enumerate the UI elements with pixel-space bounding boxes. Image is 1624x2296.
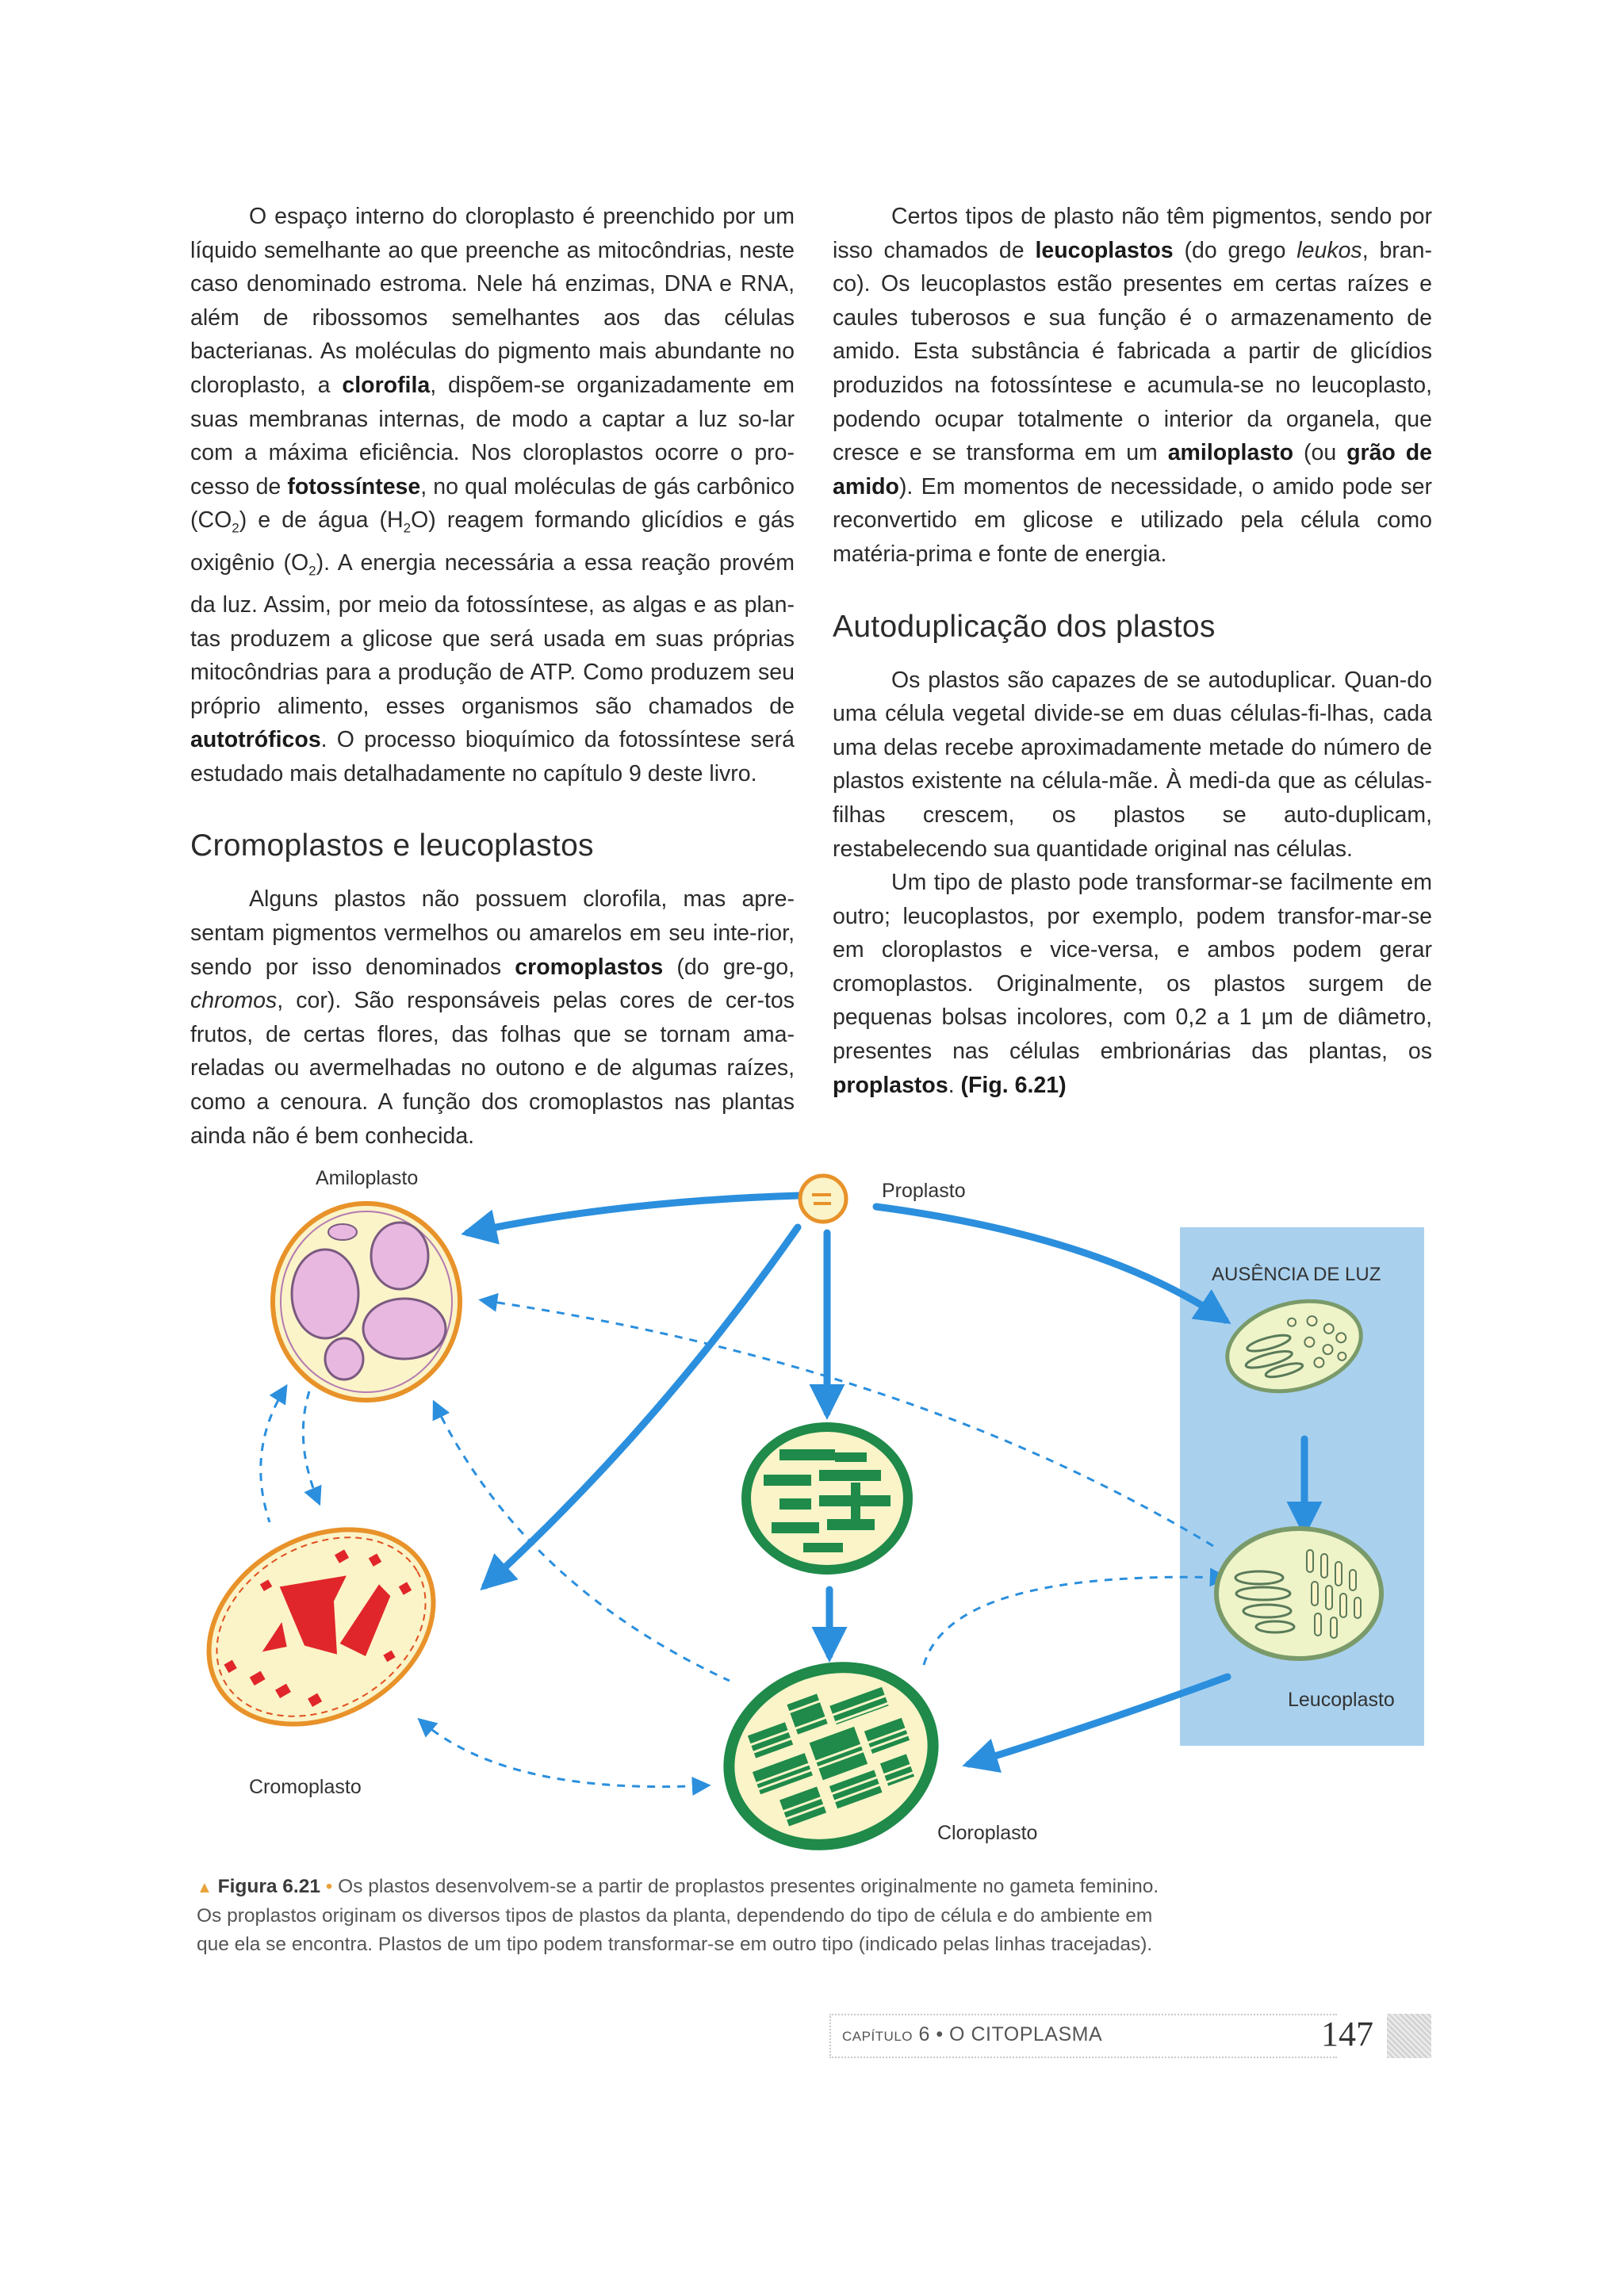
arrow-proplast-amilo: [468, 1196, 799, 1233]
label-proplasto: Proplasto: [882, 1180, 966, 1202]
paragraph-transformacao: Um tipo de plasto pode transformar-se facilmente em outro; leucoplastos, por exemplo, podem transfor-mar-se em cloroplastos e vice-versa, e ambos podem gerar cromoplastos. Originalmente, os plastos surgem de pequenas bolsas incolores, com 0,2 a 1 µm de diâmetro, presentes nas células embrionárias das plantas, os proplastos. (Fig. 6.21): [833, 870, 1432, 1098]
arrow-proplast-etioplast: [876, 1207, 1225, 1320]
dashed-amilo-cromo-1: [261, 1387, 285, 1522]
chapter-label: CAPÍTULO 6 • O CITOPLASMA: [842, 2023, 1103, 2045]
page-footer: [829, 2014, 1432, 2058]
caption-text: Os plastos desenvolvem-se a partir de proplastos presentes originalmente no gameta feminino. Os proplastos originam os diversos tipos de plastos da planta, dependendo do tipo de célula e do ambiente em que ela se encontra. Plastos de um tipo podem transformar-se em outro tipo (indicado pelas linhas tracejadas).: [197, 1876, 1159, 1955]
proplastid: [800, 1176, 846, 1222]
paragraph-cromoplastos: Alguns plastos não possuem clorofila, mas apre-sentam pigmentos vermelhos ou amarelos em seu inte-rior, sendo por isso denominados cromoplastos (do gre-go, chromos, cor). São responsáveis pelas cores de cer-tos frutos, de certas flores, das folhas que se tornam ama-reladas ou avermelhadas no outono e de algumas raízes, como a cenoura. A função dos cromoplastos nas plantas ainda não é bem conhecida.: [190, 886, 795, 1149]
dashed-amilo-cloro: [435, 1403, 730, 1681]
etioplast: [1217, 1288, 1371, 1406]
paragraph-leucoplastos: Certos tipos de plasto não têm pigmentos, sendo por isso chamados de leucoplastos (do grego leukos, bran-co). Os leucoplastos estão presentes em certas raízes e caules tuberosos e sua função é o armazenamento de amido. Esta substância é fabricada a partir de glicídios produzidos na fotossíntese e acumula-se no leucoplasto, podendo ocupar totalmente o interior da organela, que cresce e se transforma em um amiloplasto (ou grão de amido). Em momentos de necessidade, o amido pode ser reconvertido em glicose e utilizado pela célula como matéria-prima e fonte de energia.: [833, 204, 1432, 567]
dashed-cromo-cloro: [420, 1720, 707, 1787]
label-cloroplasto: Cloroplasto: [937, 1822, 1038, 1844]
triangle-icon: ▲: [197, 1879, 213, 1896]
figure-number: Figura 6.21: [217, 1876, 320, 1897]
heading-cromoplastos-leucoplastos: Cromoplastos e leucoplastos: [190, 828, 594, 863]
dashed-amilo-cromo-2: [303, 1391, 319, 1502]
paragraph-autoduplicacao: Os plastos são capazes de se autoduplicar. Quan-do uma célula vegetal divide-se em duas células-fi-lhas, cada uma delas recebe aproximadamente metade do número de plastos existente na célula-mãe. À medi-da que as células-filhas crescem, os plastos se auto-duplicam, restabelecendo sua quantidade original nas células.: [833, 667, 1432, 862]
mature-chloroplast: [697, 1632, 966, 1880]
page-number: 147: [1321, 2015, 1373, 2053]
leucoplast: [1216, 1529, 1381, 1659]
label-ausencia-de-luz: AUSÊNCIA DE LUZ: [1212, 1264, 1381, 1285]
paragraph-chloroplast-stroma: O espaço interno do cloroplasto é preenchido por um líquido semelhante ao que preenche as mitocôndrias, neste caso denominado estroma. Nele há enzimas, DNA e RNA, além de ribossomos semelhantes aos das células bacterianas. As moléculas do pigmento mais abundante no cloroplasto, a clorofila, dispõem-se organizadamente em suas membranas internas, de modo a captar a luz so-lar com a máxima eficiência. Nos cloroplastos ocorre o pro-cesso de fotossíntese, no qual moléculas de gás carbônico $(CO_2)$ e de água $(H_2O)$ reagem formando glicídios e gás oxigênio $(O_2)$. A energia necessária a essa reação provém da luz. Assim, por meio da fotossíntese, as algas e as plan-tas produzem a glicose que será usada em suas próprias mitocôndrias para a produção de ATP. Como produzem seu próprio alimento, esses organismos são chamados de autotróficos. O processo bioquímico da fotossíntese será estudado mais detalhadamente no capítulo 9 deste livro.: [190, 204, 795, 786]
amyloplast: [273, 1203, 460, 1400]
label-cromoplasto: Cromoplasto: [249, 1776, 362, 1798]
footer-pattern: [1387, 2014, 1431, 2058]
dashed-cloro-leuco: [924, 1577, 1225, 1665]
arrow-leuco-cloro: [969, 1677, 1228, 1764]
young-chloroplast: [741, 1422, 913, 1575]
label-amiloplasto: Amiloplasto: [316, 1167, 419, 1189]
figure-caption: ▲ Figura 6.21 • Os plastos desenvolvem-se a partir de proplastos presentes originalmente no gameta feminino. Os proplastos originam os diversos tipos de plastos da planta, dependendo do tipo de célula e do ambiente em que ela se encontra. Plastos de um tipo podem transformar-se em outro tipo (indicado pelas linhas tracejadas).: [197, 1876, 1159, 1955]
heading-autoduplicacao: Autoduplicação dos plastos: [833, 609, 1216, 644]
label-leucoplasto: Leucoplasto: [1288, 1689, 1395, 1711]
